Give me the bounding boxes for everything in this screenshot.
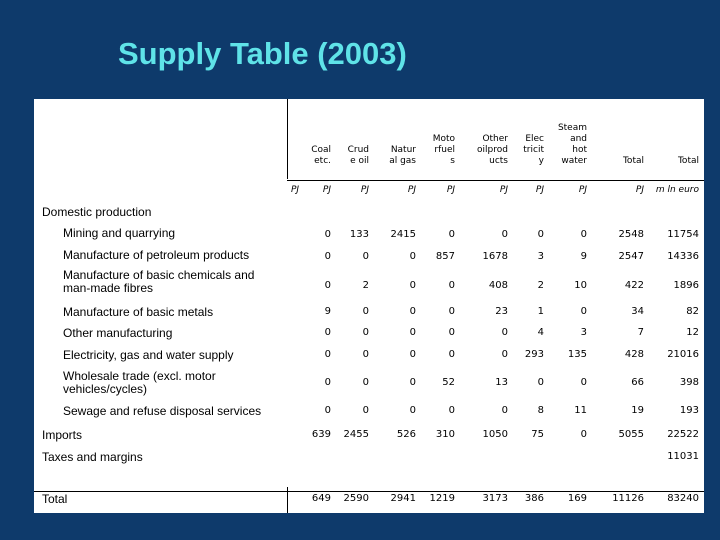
table-cell: 2 [537, 280, 544, 291]
table-cell: 9 [580, 251, 587, 262]
table-cell: 0 [362, 349, 369, 360]
row-label: Other manufacturing [63, 326, 173, 340]
table-cell: 21016 [667, 349, 699, 360]
table-cell: 1219 [429, 493, 455, 504]
table-cell: 8 [537, 405, 544, 416]
table-cell: 2547 [618, 251, 644, 262]
row-label: Taxes and margins [42, 450, 143, 464]
table-cell: 0 [580, 429, 587, 440]
table-cell: 0 [409, 349, 416, 360]
table-cell: 0 [448, 280, 455, 291]
table-cell: 2415 [390, 229, 416, 240]
row-label: Manufacture of basic metals [63, 305, 214, 319]
table-cell: 639 [311, 429, 331, 440]
row-label: Total [42, 492, 68, 506]
table-cell: 0 [448, 405, 455, 416]
table-cell: 133 [349, 229, 369, 240]
table-cell: 3 [580, 327, 587, 338]
unit-label: PJ [635, 185, 644, 195]
unit-label: PJ [535, 185, 544, 195]
table-cell: 1896 [673, 280, 699, 291]
column-header: Moto rfuel s [432, 134, 455, 166]
table-cell: 82 [686, 306, 699, 317]
table-cell: 9 [324, 306, 331, 317]
table-cell: 0 [501, 327, 508, 338]
table-cell: 0 [501, 405, 508, 416]
table-cell: 0 [409, 306, 416, 317]
table-cell: 12 [686, 327, 699, 338]
table-cell: 0 [362, 327, 369, 338]
row-label: Manufacture of petroleum products [63, 248, 250, 262]
table-cell: 2941 [390, 493, 416, 504]
table-cell: 408 [488, 280, 508, 291]
table-cell: 0 [324, 377, 331, 388]
table-cell: 0 [580, 377, 587, 388]
table-cell: 0 [324, 405, 331, 416]
unit-label: m ln euro [655, 185, 699, 195]
unit-label: PJ [446, 185, 455, 195]
table-cell: 428 [624, 349, 644, 360]
table-cell: 1678 [482, 251, 508, 262]
table-cell: 22522 [667, 429, 699, 440]
table-cell: 0 [324, 280, 331, 291]
table-cell: 0 [501, 229, 508, 240]
table-cell: 11126 [612, 493, 644, 504]
column-header: Crud e oil [347, 145, 369, 166]
row-label: Wholesale trade (excl. motor vehicles/cycles) [63, 369, 216, 396]
table-cell: 0 [448, 349, 455, 360]
table-cell: 1050 [482, 429, 508, 440]
unit-label: PJ [578, 185, 587, 195]
unit-label: PJ [499, 185, 508, 195]
row-label: Imports [42, 428, 83, 442]
column-header: Steam and hot water [557, 123, 587, 166]
table-cell: 0 [362, 377, 369, 388]
table-cell: 857 [435, 251, 455, 262]
table-cell: 0 [537, 377, 544, 388]
row-label: Mining and quarrying [63, 226, 176, 240]
header-divider-vertical [287, 99, 288, 179]
column-header: Natur al gas [389, 145, 416, 166]
table-cell: 3 [537, 251, 544, 262]
table-cell: 0 [324, 251, 331, 262]
table-cell: 0 [409, 251, 416, 262]
table-cell: 14336 [667, 251, 699, 262]
table-cell: 0 [409, 377, 416, 388]
table-cell: 5055 [618, 429, 644, 440]
table-cell: 0 [448, 229, 455, 240]
table-cell: 4 [537, 327, 544, 338]
total-divider-horizontal [34, 491, 704, 492]
table-cell: 0 [362, 306, 369, 317]
table-cell: 10 [574, 280, 587, 291]
table-cell: 23 [495, 306, 508, 317]
table-cell: 13 [495, 377, 508, 388]
table-cell: 135 [567, 349, 587, 360]
unit-label: PJ [407, 185, 416, 195]
table-cell: 386 [524, 493, 544, 504]
table-cell: 0 [448, 327, 455, 338]
column-header: Total [677, 156, 699, 166]
table-cell: 0 [362, 251, 369, 262]
table-cell: 75 [531, 429, 544, 440]
table-cell: 11754 [667, 229, 699, 240]
table-cell: 422 [624, 280, 644, 291]
table-cell: 169 [567, 493, 587, 504]
table-cell: 0 [324, 229, 331, 240]
table-cell: 0 [409, 280, 416, 291]
table-cell: 2590 [343, 493, 369, 504]
table-cell: 0 [448, 306, 455, 317]
table-cell: 398 [679, 377, 699, 388]
table-cell: 0 [324, 349, 331, 360]
table-cell: 7 [637, 327, 644, 338]
row-label: Manufacture of basic chemicals and man-made fibres [63, 268, 255, 295]
table-cell: 0 [409, 327, 416, 338]
table-cell: 0 [537, 229, 544, 240]
table-cell: 1 [537, 306, 544, 317]
column-header: Other oilprod ucts [477, 134, 508, 166]
header-divider-horizontal [287, 180, 704, 181]
table-cell: 83240 [667, 493, 699, 504]
section-label: Domestic production [42, 205, 152, 219]
unit-label: PJ [322, 185, 331, 195]
table-cell: 52 [442, 377, 455, 388]
table-cell: 193 [679, 405, 699, 416]
table-cell: 66 [631, 377, 644, 388]
table-cell: 526 [396, 429, 416, 440]
table-cell: 3173 [482, 493, 508, 504]
table-cell: 2548 [618, 229, 644, 240]
column-header: Elec tricit y [523, 134, 544, 166]
column-header: Coal etc. [311, 145, 331, 166]
table-cell: 0 [580, 306, 587, 317]
row-label: Sewage and refuse disposal services [63, 404, 262, 418]
slide-title: Supply Table (2003) [118, 36, 407, 71]
table-cell: 0 [409, 405, 416, 416]
table-cell: 0 [362, 405, 369, 416]
table-cell: 11031 [667, 451, 699, 462]
table-cell: 0 [580, 229, 587, 240]
column-header: Total [622, 156, 644, 166]
unit-label: PJ [291, 185, 300, 195]
table-cell: 19 [631, 405, 644, 416]
table-cell: 649 [311, 493, 331, 504]
table-cell: 2 [362, 280, 369, 291]
table-cell: 0 [324, 327, 331, 338]
table-cell: 34 [631, 306, 644, 317]
supply-table [34, 99, 704, 513]
unit-label: PJ [360, 185, 369, 195]
table-cell: 11 [574, 405, 587, 416]
table-cell: 310 [435, 429, 455, 440]
table-cell: 0 [501, 349, 508, 360]
table-cell: 2455 [343, 429, 369, 440]
row-label: Electricity, gas and water supply [63, 348, 234, 362]
table-cell: 293 [524, 349, 544, 360]
